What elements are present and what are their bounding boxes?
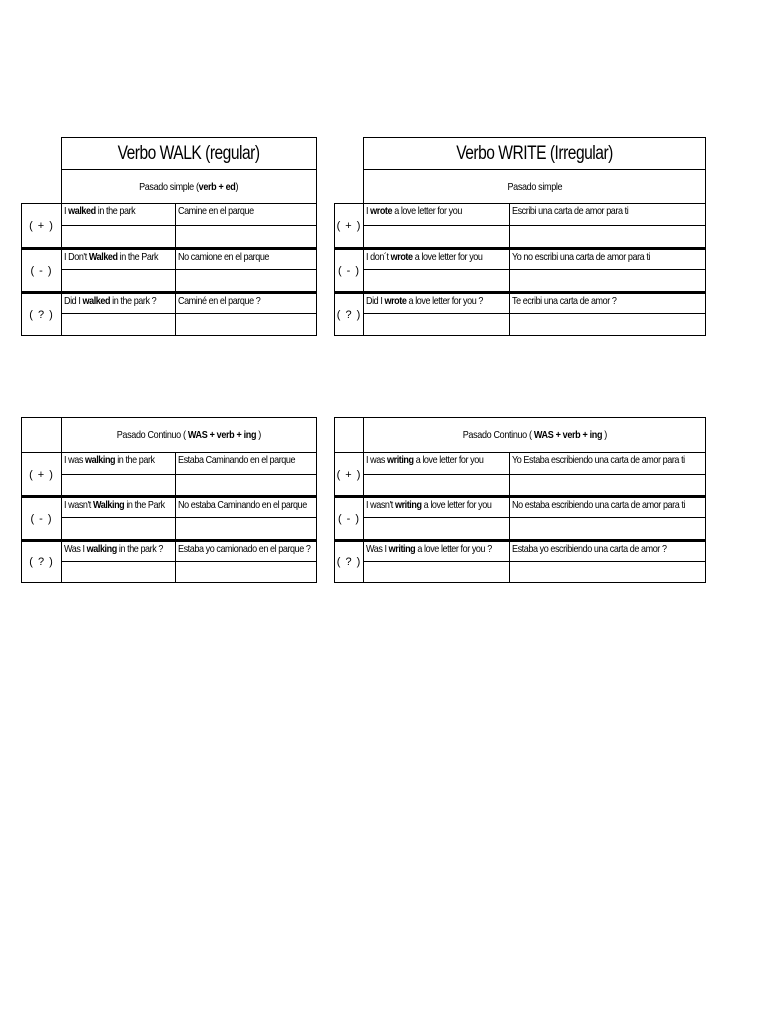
table-subtitle: Pasado simple (verb + ed) xyxy=(139,180,239,193)
empty-corner-cell xyxy=(21,417,62,453)
empty-corner-cell xyxy=(334,417,364,453)
english-cell: I walked in the park xyxy=(61,203,176,226)
english-cell: I don´t wrote a love letter for you xyxy=(363,247,510,270)
english-cell: I Don't Walked in the Park xyxy=(61,247,176,270)
walk-simple-table xyxy=(21,137,317,336)
spanish-cell: Escribi una carta de amor para ti xyxy=(509,203,706,226)
sign-cell-question: ( ? ) xyxy=(21,539,62,583)
empty-cell xyxy=(509,225,706,248)
sign-cell-affirmative: ( + ) xyxy=(334,452,364,497)
table-title-cell xyxy=(61,137,317,170)
empty-cell xyxy=(509,269,706,292)
sign-cell-negative: ( - ) xyxy=(334,495,364,540)
english-cell: I was writing a love letter for you xyxy=(363,452,510,475)
table-subtitle-cell xyxy=(61,417,317,453)
empty-cell xyxy=(175,313,317,336)
english-cell: I wasn't Walking in the Park xyxy=(61,495,176,518)
empty-cell xyxy=(363,269,510,292)
english-cell: I wasn't writing a love letter for you xyxy=(363,495,510,518)
spanish-cell: Estaba Caminando en el parque xyxy=(175,452,317,475)
table-subtitle: Pasado Continuo ( WAS + verb + ing ) xyxy=(462,429,607,441)
spanish-cell: Yo no escribi una carta de amor para ti xyxy=(509,247,706,270)
table-subtitle-cell xyxy=(363,169,706,204)
english-cell: Was I writing a love letter for you ? xyxy=(363,539,510,562)
empty-cell xyxy=(363,313,510,336)
spanish-cell: No estaba Caminando en el parque xyxy=(175,495,317,518)
empty-cell xyxy=(509,561,706,583)
empty-cell xyxy=(61,269,176,292)
spanish-cell: Caminé en el parque ? xyxy=(175,291,317,314)
sign-cell-negative: ( - ) xyxy=(21,495,62,540)
spanish-cell: Yo Estaba escribiendo una carta de amor para ti xyxy=(509,452,706,475)
empty-cell xyxy=(509,517,706,540)
spanish-cell: Estaba yo escribiendo una carta de amor ? xyxy=(509,539,706,562)
empty-cell xyxy=(175,269,317,292)
empty-cell xyxy=(509,474,706,497)
table-subtitle: Pasado simple xyxy=(507,180,562,193)
sign-cell-negative: ( - ) xyxy=(334,247,364,292)
empty-cell xyxy=(363,561,510,583)
sign-cell-affirmative: ( + ) xyxy=(334,203,364,248)
table-title: Verbo WALK (regular) xyxy=(118,142,260,164)
empty-cell xyxy=(61,313,176,336)
english-cell: Was I walking in the park ? xyxy=(61,539,176,562)
empty-cell xyxy=(61,561,176,583)
empty-cell xyxy=(61,517,176,540)
table-subtitle-cell xyxy=(363,417,706,453)
spanish-cell: No camione en el parque xyxy=(175,247,317,270)
sign-cell-question: ( ? ) xyxy=(334,539,364,583)
table-subtitle-cell xyxy=(61,169,317,204)
table-title: Verbo WRITE (Irregular) xyxy=(456,142,613,164)
spanish-cell: Te ecribi una carta de amor ? xyxy=(509,291,706,314)
empty-cell xyxy=(363,517,510,540)
sign-cell-affirmative: ( + ) xyxy=(21,203,62,248)
empty-cell xyxy=(175,517,317,540)
english-cell: I was walking in the park xyxy=(61,452,176,475)
empty-cell xyxy=(363,474,510,497)
spanish-cell: Estaba yo camionado en el parque ? xyxy=(175,539,317,562)
table-subtitle: Pasado Continuo ( WAS + verb + ing ) xyxy=(116,429,262,441)
empty-cell xyxy=(175,225,317,248)
spanish-cell: Camine en el parque xyxy=(175,203,317,226)
empty-cell xyxy=(61,225,176,248)
write-continuous-table xyxy=(334,417,706,583)
empty-cell xyxy=(363,225,510,248)
empty-cell xyxy=(509,313,706,336)
sign-cell-question: ( ? ) xyxy=(334,291,364,336)
english-cell: I wrote a love letter for you xyxy=(363,203,510,226)
sign-cell-negative: ( - ) xyxy=(21,247,62,292)
table-title-cell xyxy=(363,137,706,170)
write-simple-table xyxy=(334,137,706,336)
empty-cell xyxy=(175,474,317,497)
english-cell: Did I wrote a love letter for you ? xyxy=(363,291,510,314)
empty-cell xyxy=(61,474,176,497)
spanish-cell: No estaba escribiendo una carta de amor para ti xyxy=(509,495,706,518)
sign-cell-question: ( ? ) xyxy=(21,291,62,336)
english-cell: Did I walked in the park ? xyxy=(61,291,176,314)
walk-continuous-table xyxy=(21,417,317,583)
sign-cell-affirmative: ( + ) xyxy=(21,452,62,497)
empty-cell xyxy=(175,561,317,583)
